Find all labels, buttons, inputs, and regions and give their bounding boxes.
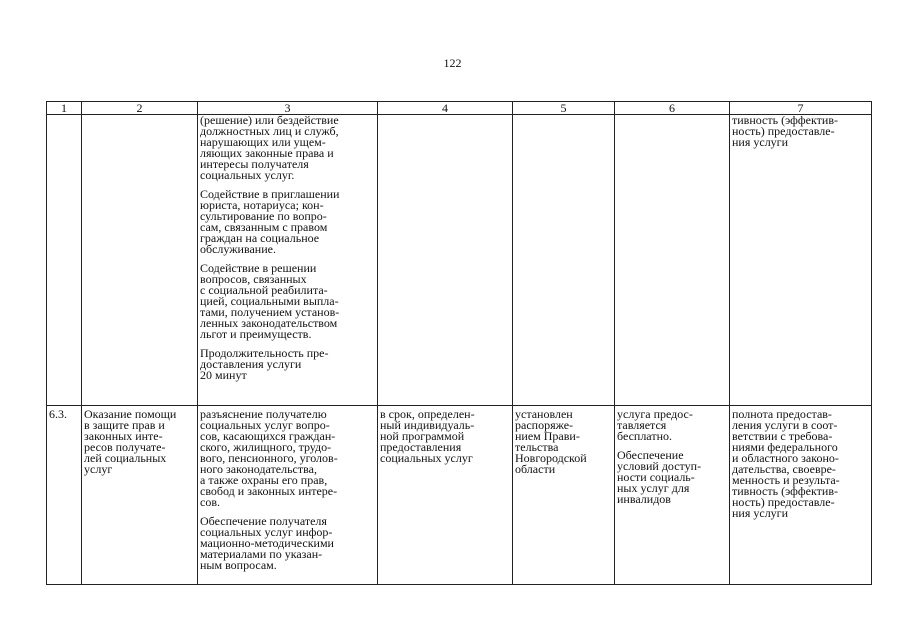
row-number-cell: 6.3.: [47, 406, 82, 585]
services-table: [46, 101, 872, 585]
deadline-cell: в срок, определен- ный индивидуаль- ной программой предоставления социальных услуг: [378, 406, 513, 585]
table-row: [47, 406, 872, 585]
tariff-cell: [513, 115, 615, 406]
description-paragraph: Продолжительность пре- доставления услуги 20 минут: [200, 346, 329, 382]
deadline-cell: [378, 115, 513, 406]
header-cell: 6: [615, 102, 730, 115]
conditions-paragraph: услуга предос- тавляется бесплатно.: [617, 407, 693, 443]
header-cell: 3: [198, 102, 378, 115]
header-cell: 2: [82, 102, 198, 115]
conditions-paragraph: Обеспечение условий доступ- ности социаль- ных услуг для инвалидов: [617, 448, 702, 506]
table-header-row: [47, 102, 872, 115]
description-paragraph: Обеспечение получателя социальных услуг инфор- мационно-методическими материалами по указан- ным вопросам.: [200, 514, 334, 572]
description-paragraph: (решение) или бездействие должностных лиц и служб, нарушающих или ущем- ляющих законные права и интересы получателя социальных услуг.: [200, 114, 339, 182]
header-cell: 4: [378, 102, 513, 115]
header-cell: 7: [730, 102, 872, 115]
service-name-cell: [82, 115, 198, 406]
tariff-cell: установлен распоряже- нием Прави- тельства Новгородской области: [513, 406, 615, 585]
service-description-cell: [198, 115, 378, 406]
header-cell: 1: [47, 102, 82, 115]
page-number: 122: [443, 56, 462, 70]
description-paragraph: Содействие в решении вопросов, связанных с социальной реабилита- цией, социальными выпла- тами, получением установ- ленных законодательством льгот и преимуществ.: [200, 261, 340, 341]
quality-cell: тивность (эффектив- ность) предоставле- ния услуги: [730, 115, 872, 406]
quality-cell: полнота предостав- ления услуги в соот- ветствии с требова- ниями федерального и областного законо- дательства, своевре- менность и результа- тивность (эффектив- ность) предоставле- ния услуги: [730, 406, 872, 585]
service-name-cell: Оказание помощи в защите прав и законных инте- ресов получате- лей социальных услуг: [82, 406, 198, 585]
row-number-cell: [47, 115, 82, 406]
service-description-cell: [198, 406, 378, 585]
conditions-cell: [615, 115, 730, 406]
table-row: [47, 115, 872, 406]
conditions-cell: [615, 406, 730, 585]
description-paragraph: разъяснение получателю социальных услуг вопро- сов, касающихся граждан- ского, жилищного, трудо- вого, пенсионного, уголов- ного законодательства, а также охраны его прав, свобод и законных интере- сов.: [200, 407, 338, 509]
header-cell: 5: [513, 102, 615, 115]
description-paragraph: Содействие в приглашении юриста, нотариуса; кон- сультирование по вопро- сам, связанным с правом граждан на социальное обслуживание.: [200, 187, 340, 256]
